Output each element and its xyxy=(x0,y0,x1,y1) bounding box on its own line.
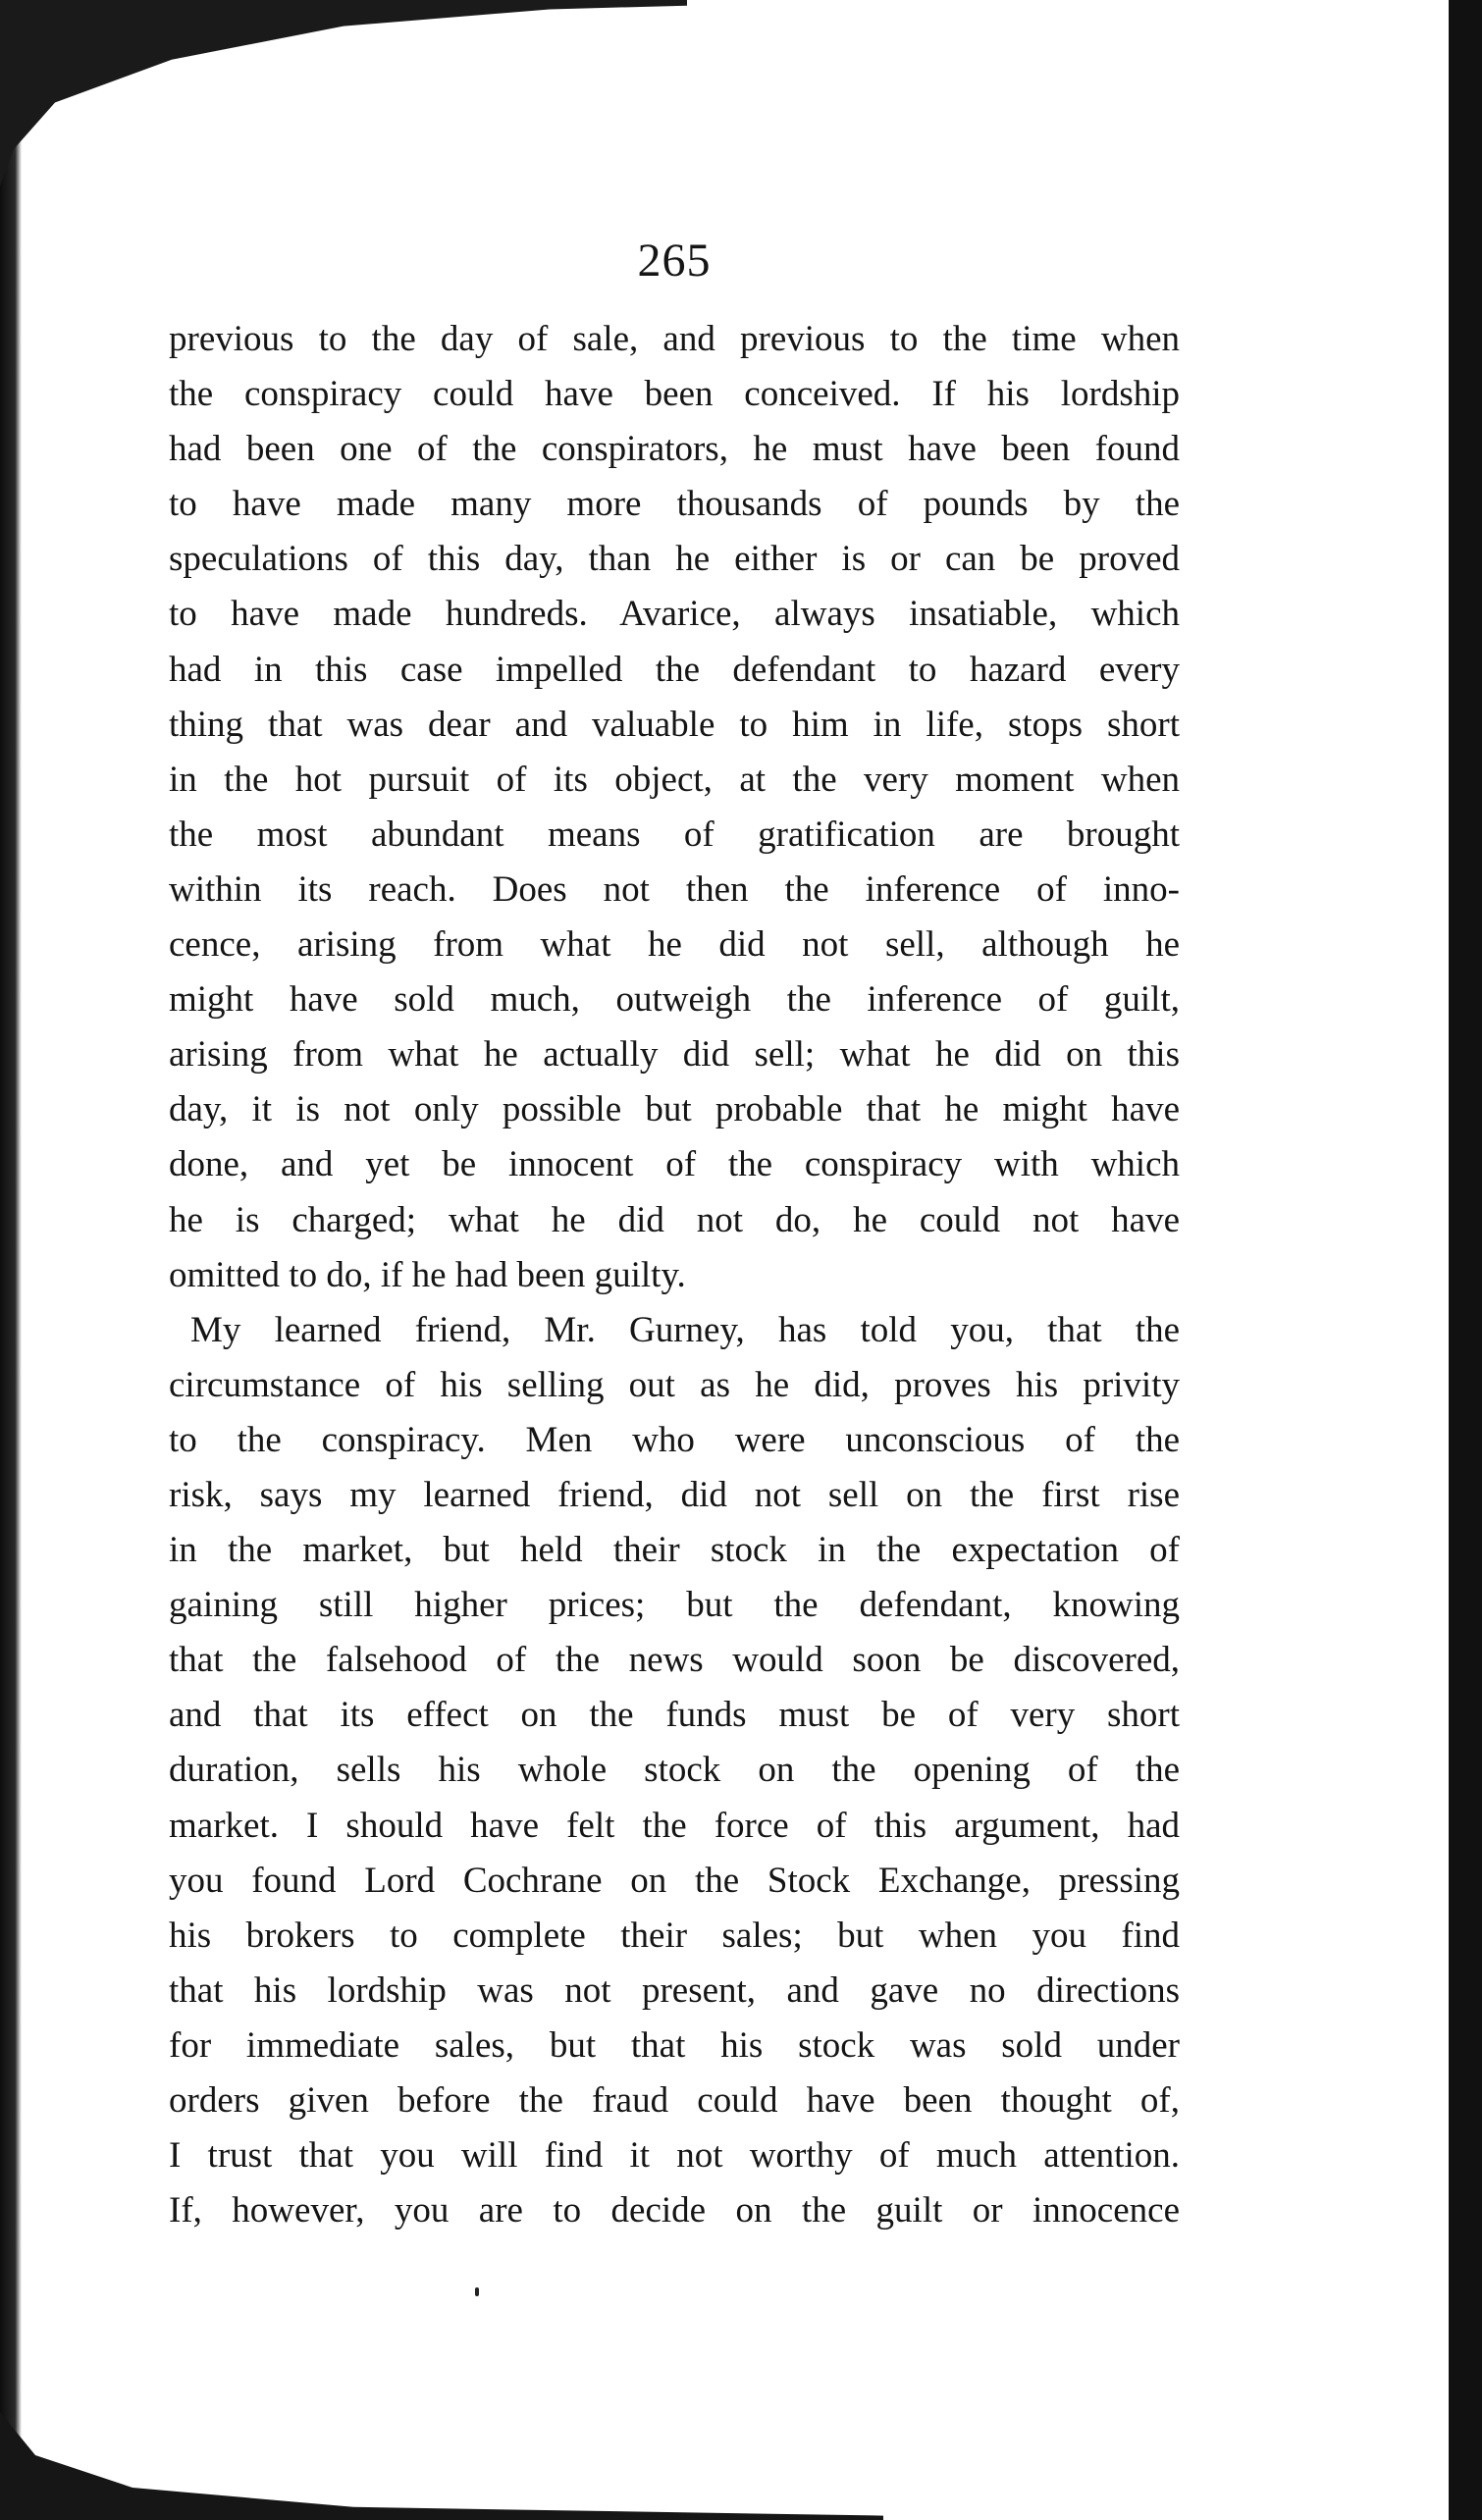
text-line: in the market, but held their stock in the expectation of xyxy=(169,1530,1180,1571)
scan-edge-left xyxy=(0,0,22,2520)
text-line: the most abundant means of gratification are brought xyxy=(169,814,1180,855)
text-line: speculations of this day, than he either is or can be proved xyxy=(169,539,1180,580)
text-line: to have made many more thousands of pounds by the xyxy=(169,484,1180,525)
text-line: that his lordship was not present, and gave no directions xyxy=(169,1969,1180,2011)
text-line: he is charged; what he did not do, he could not have xyxy=(169,1199,1180,1240)
text-line: to the conspiracy. Men who were unconscious of the xyxy=(169,1419,1180,1460)
text-line: within its reach. Does not then the inference of inno- xyxy=(169,868,1180,910)
scan-edge-right xyxy=(1449,0,1482,2520)
text-line: for immediate sales, but that his stock was sold under xyxy=(169,2024,1180,2066)
text-line: had been one of the conspirators, he must have been found xyxy=(169,429,1180,470)
text-line: previous to the day of sale, and previous to the time when xyxy=(169,319,1180,359)
text-line: cence, arising from what he did not sell, although he xyxy=(169,924,1180,966)
text-line: done, and yet be innocent of the conspiracy with which xyxy=(169,1144,1180,1185)
scan-edge-top xyxy=(0,0,687,186)
text-line: thing that was dear and valuable to him in life, stops short xyxy=(169,704,1180,745)
text-line: circumstance of his selling out as he did, proves his privity xyxy=(169,1364,1180,1405)
text-line: had in this case impelled the defendant to hazard every xyxy=(169,649,1180,690)
text-line: risk, says my learned friend, did not sell on the first rise xyxy=(169,1474,1180,1515)
text-line: might have sold much, outweigh the inference of guilt, xyxy=(169,979,1180,1021)
text-line: day, it is not only possible but probable that he might have xyxy=(169,1089,1180,1130)
text-line: in the hot pursuit of its object, at the very moment when xyxy=(169,759,1180,800)
text-line: market. I should have felt the force of this argument, had xyxy=(169,1805,1180,1846)
text-line: gaining still higher prices; but the defendant, knowing xyxy=(169,1585,1180,1626)
text-line: the conspiracy could have been conceived. If his lordship xyxy=(169,374,1180,415)
scan-edge-bottom xyxy=(0,2412,883,2520)
text-line: If, however, you are to decide on the guilt or innocence xyxy=(169,2190,1180,2231)
page-number: 265 xyxy=(637,235,712,287)
ink-speck xyxy=(475,2287,479,2296)
text-line: you found Lord Cochrane on the Stock Exchange, pressing xyxy=(169,1860,1180,1901)
body-text xyxy=(169,312,1180,2238)
text-line: arising from what he actually did sell; what he did on this xyxy=(169,1034,1180,1076)
text-line: omitted to do, if he had been guilty. xyxy=(169,1254,686,1295)
text-line: and that its effect on the funds must be of very short xyxy=(169,1695,1180,1736)
text-line: I trust that you will find it not worthy of much attention. xyxy=(169,2135,1180,2177)
text-line: to have made hundreds. Avarice, always insatiable, which xyxy=(169,594,1180,635)
text-line: that the falsehood of the news would soon be discovered, xyxy=(169,1640,1180,1681)
text-line: orders given before the fraud could have been thought of, xyxy=(169,2080,1180,2121)
text-line: duration, sells his whole stock on the opening of the xyxy=(169,1750,1180,1791)
text-line: My learned friend, Mr. Gurney, has told you, that the xyxy=(190,1309,1180,1350)
text-line: his brokers to complete their sales; but when you find xyxy=(169,1915,1180,1956)
